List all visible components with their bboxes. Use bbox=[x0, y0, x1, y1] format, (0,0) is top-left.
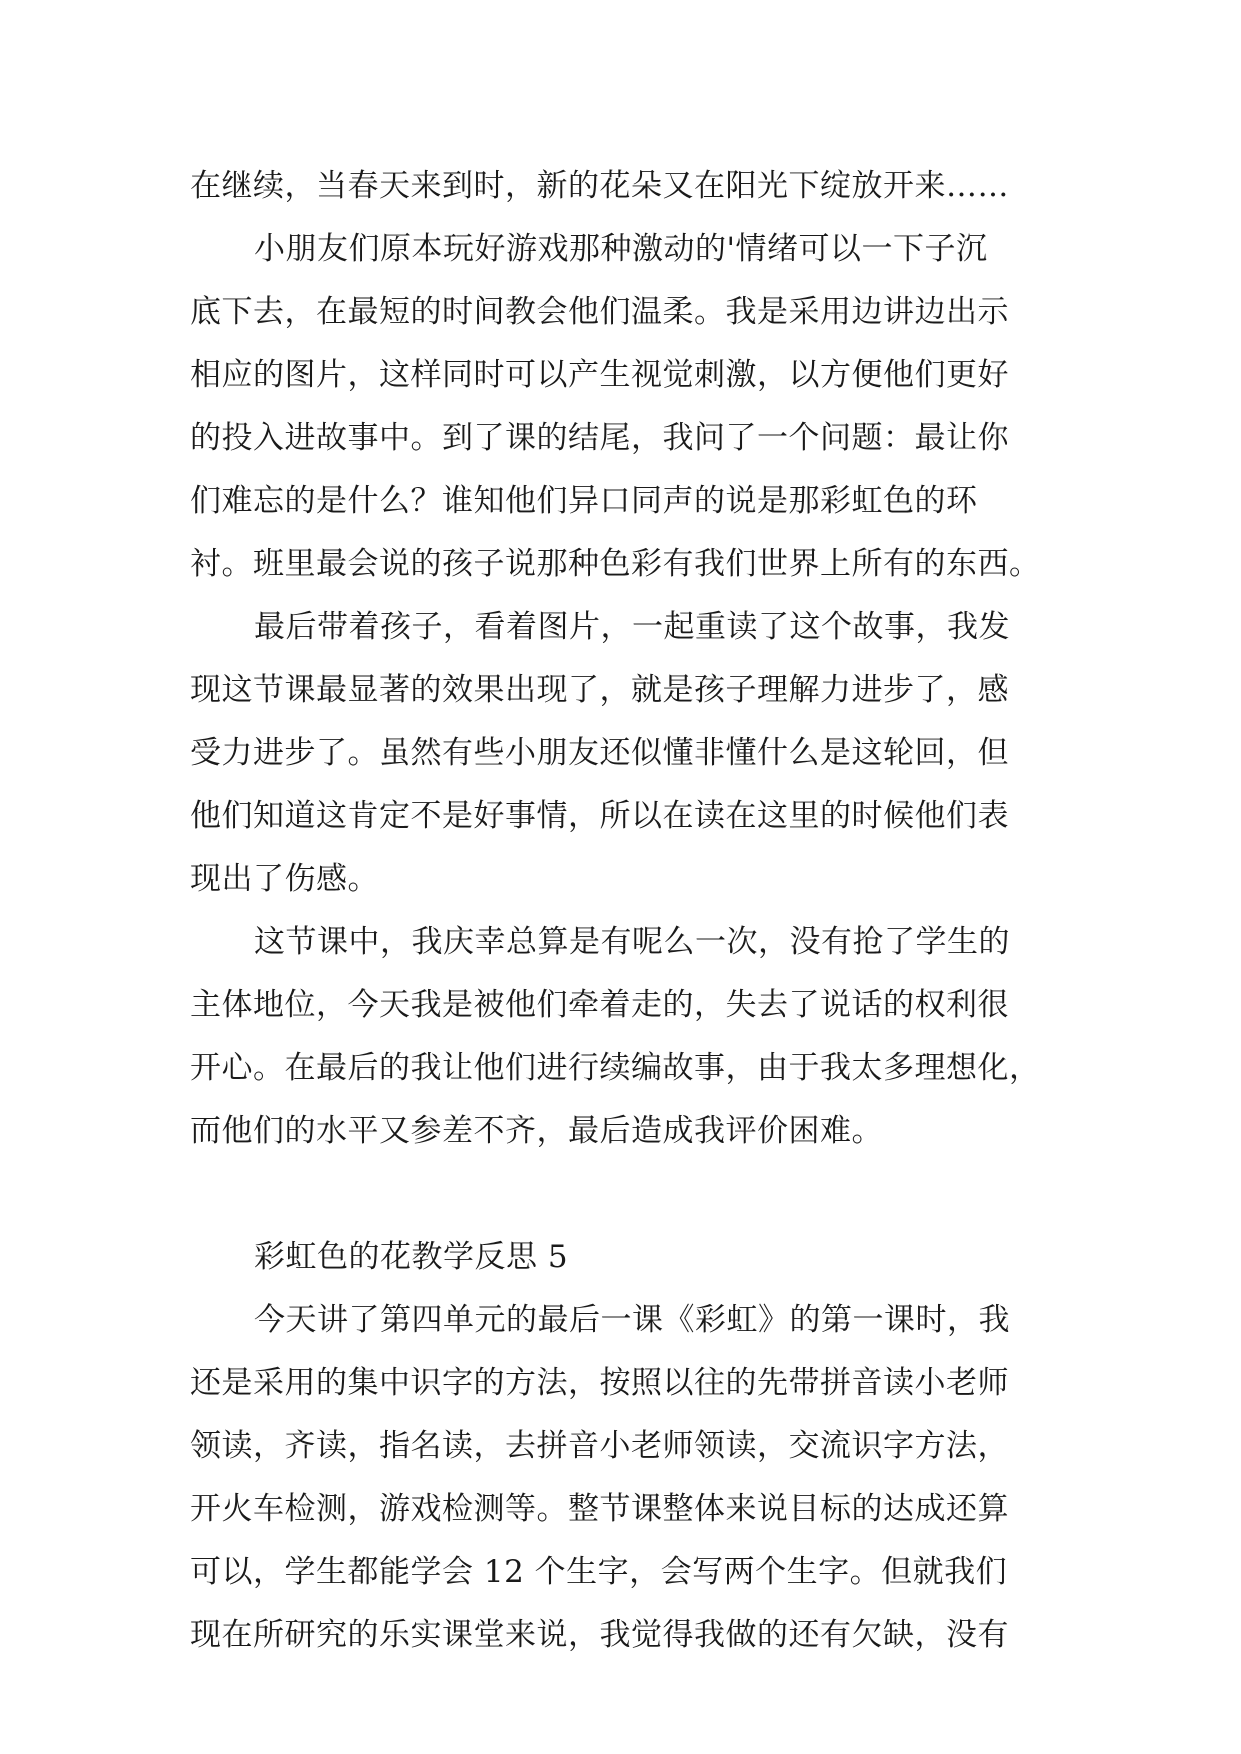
document-page bbox=[190, 155, 1052, 1667]
paragraph-line: 受力进步了。虽然有些小朋友还似懂非懂什么是这轮回，但 bbox=[190, 735, 1009, 771]
section-heading: 彩虹色的花教学反思 5 bbox=[254, 1239, 569, 1275]
paragraph-line: 领读，齐读，指名读，去拼音小老师领读，交流识字方法， bbox=[190, 1428, 1009, 1464]
paragraph-line: 开心。在最后的我让他们进行续编故事，由于我太多理想化， bbox=[190, 1050, 1041, 1086]
paragraph-line: 相应的图片，这样同时可以产生视觉刺激，以方便他们更好 bbox=[190, 357, 1009, 393]
paragraph-line: 而他们的水平又参差不齐，最后造成我评价困难。 bbox=[190, 1113, 883, 1149]
paragraph-line: 这节课中，我庆幸总算是有呢么一次，没有抢了学生的 bbox=[254, 924, 1010, 960]
paragraph-line: 主体地位，今天我是被他们牵着走的，失去了说话的权利很 bbox=[190, 987, 1009, 1023]
paragraph-line: 现出了伤感。 bbox=[190, 861, 379, 897]
paragraph-line: 小朋友们原本玩好游戏那种激动的'情绪可以一下子沉 bbox=[254, 231, 988, 267]
paragraph-line: 底下去，在最短的时间教会他们温柔。我是采用边讲边出示 bbox=[190, 294, 1009, 330]
paragraph-line: 还是采用的集中识字的方法，按照以往的先带拼音读小老师 bbox=[190, 1365, 1009, 1401]
paragraph-line: 在继续，当春天来到时，新的花朵又在阳光下绽放开来…… bbox=[190, 168, 1009, 204]
paragraph-line: 最后带着孩子，看着图片，一起重读了这个故事，我发 bbox=[254, 609, 1010, 645]
paragraph-line: 开火车检测，游戏检测等。整节课整体来说目标的达成还算 bbox=[190, 1491, 1009, 1527]
paragraph-line: 今天讲了第四单元的最后一课《彩虹》的第一课时，我 bbox=[254, 1302, 1010, 1338]
paragraph-line: 现在所研究的乐实课堂来说，我觉得我做的还有欠缺，没有 bbox=[190, 1617, 1009, 1653]
blank-line bbox=[190, 1163, 1052, 1226]
paragraph-line: 们难忘的是什么？谁知他们异口同声的说是那彩虹色的环 bbox=[190, 483, 978, 519]
paragraph-line: 的投入进故事中。到了课的结尾，我问了一个问题：最让你 bbox=[190, 420, 1009, 456]
paragraph-line: 现这节课最显著的效果出现了，就是孩子理解力进步了，感 bbox=[190, 672, 1009, 708]
paragraph-line: 他们知道这肯定不是好事情，所以在读在这里的时候他们表 bbox=[190, 798, 1009, 834]
paragraph-line: 衬。班里最会说的孩子说那种色彩有我们世界上所有的东西。 bbox=[190, 546, 1041, 582]
paragraph-line: 可以，学生都能学会 12 个生字，会写两个生字。但就我们 bbox=[190, 1554, 1008, 1590]
